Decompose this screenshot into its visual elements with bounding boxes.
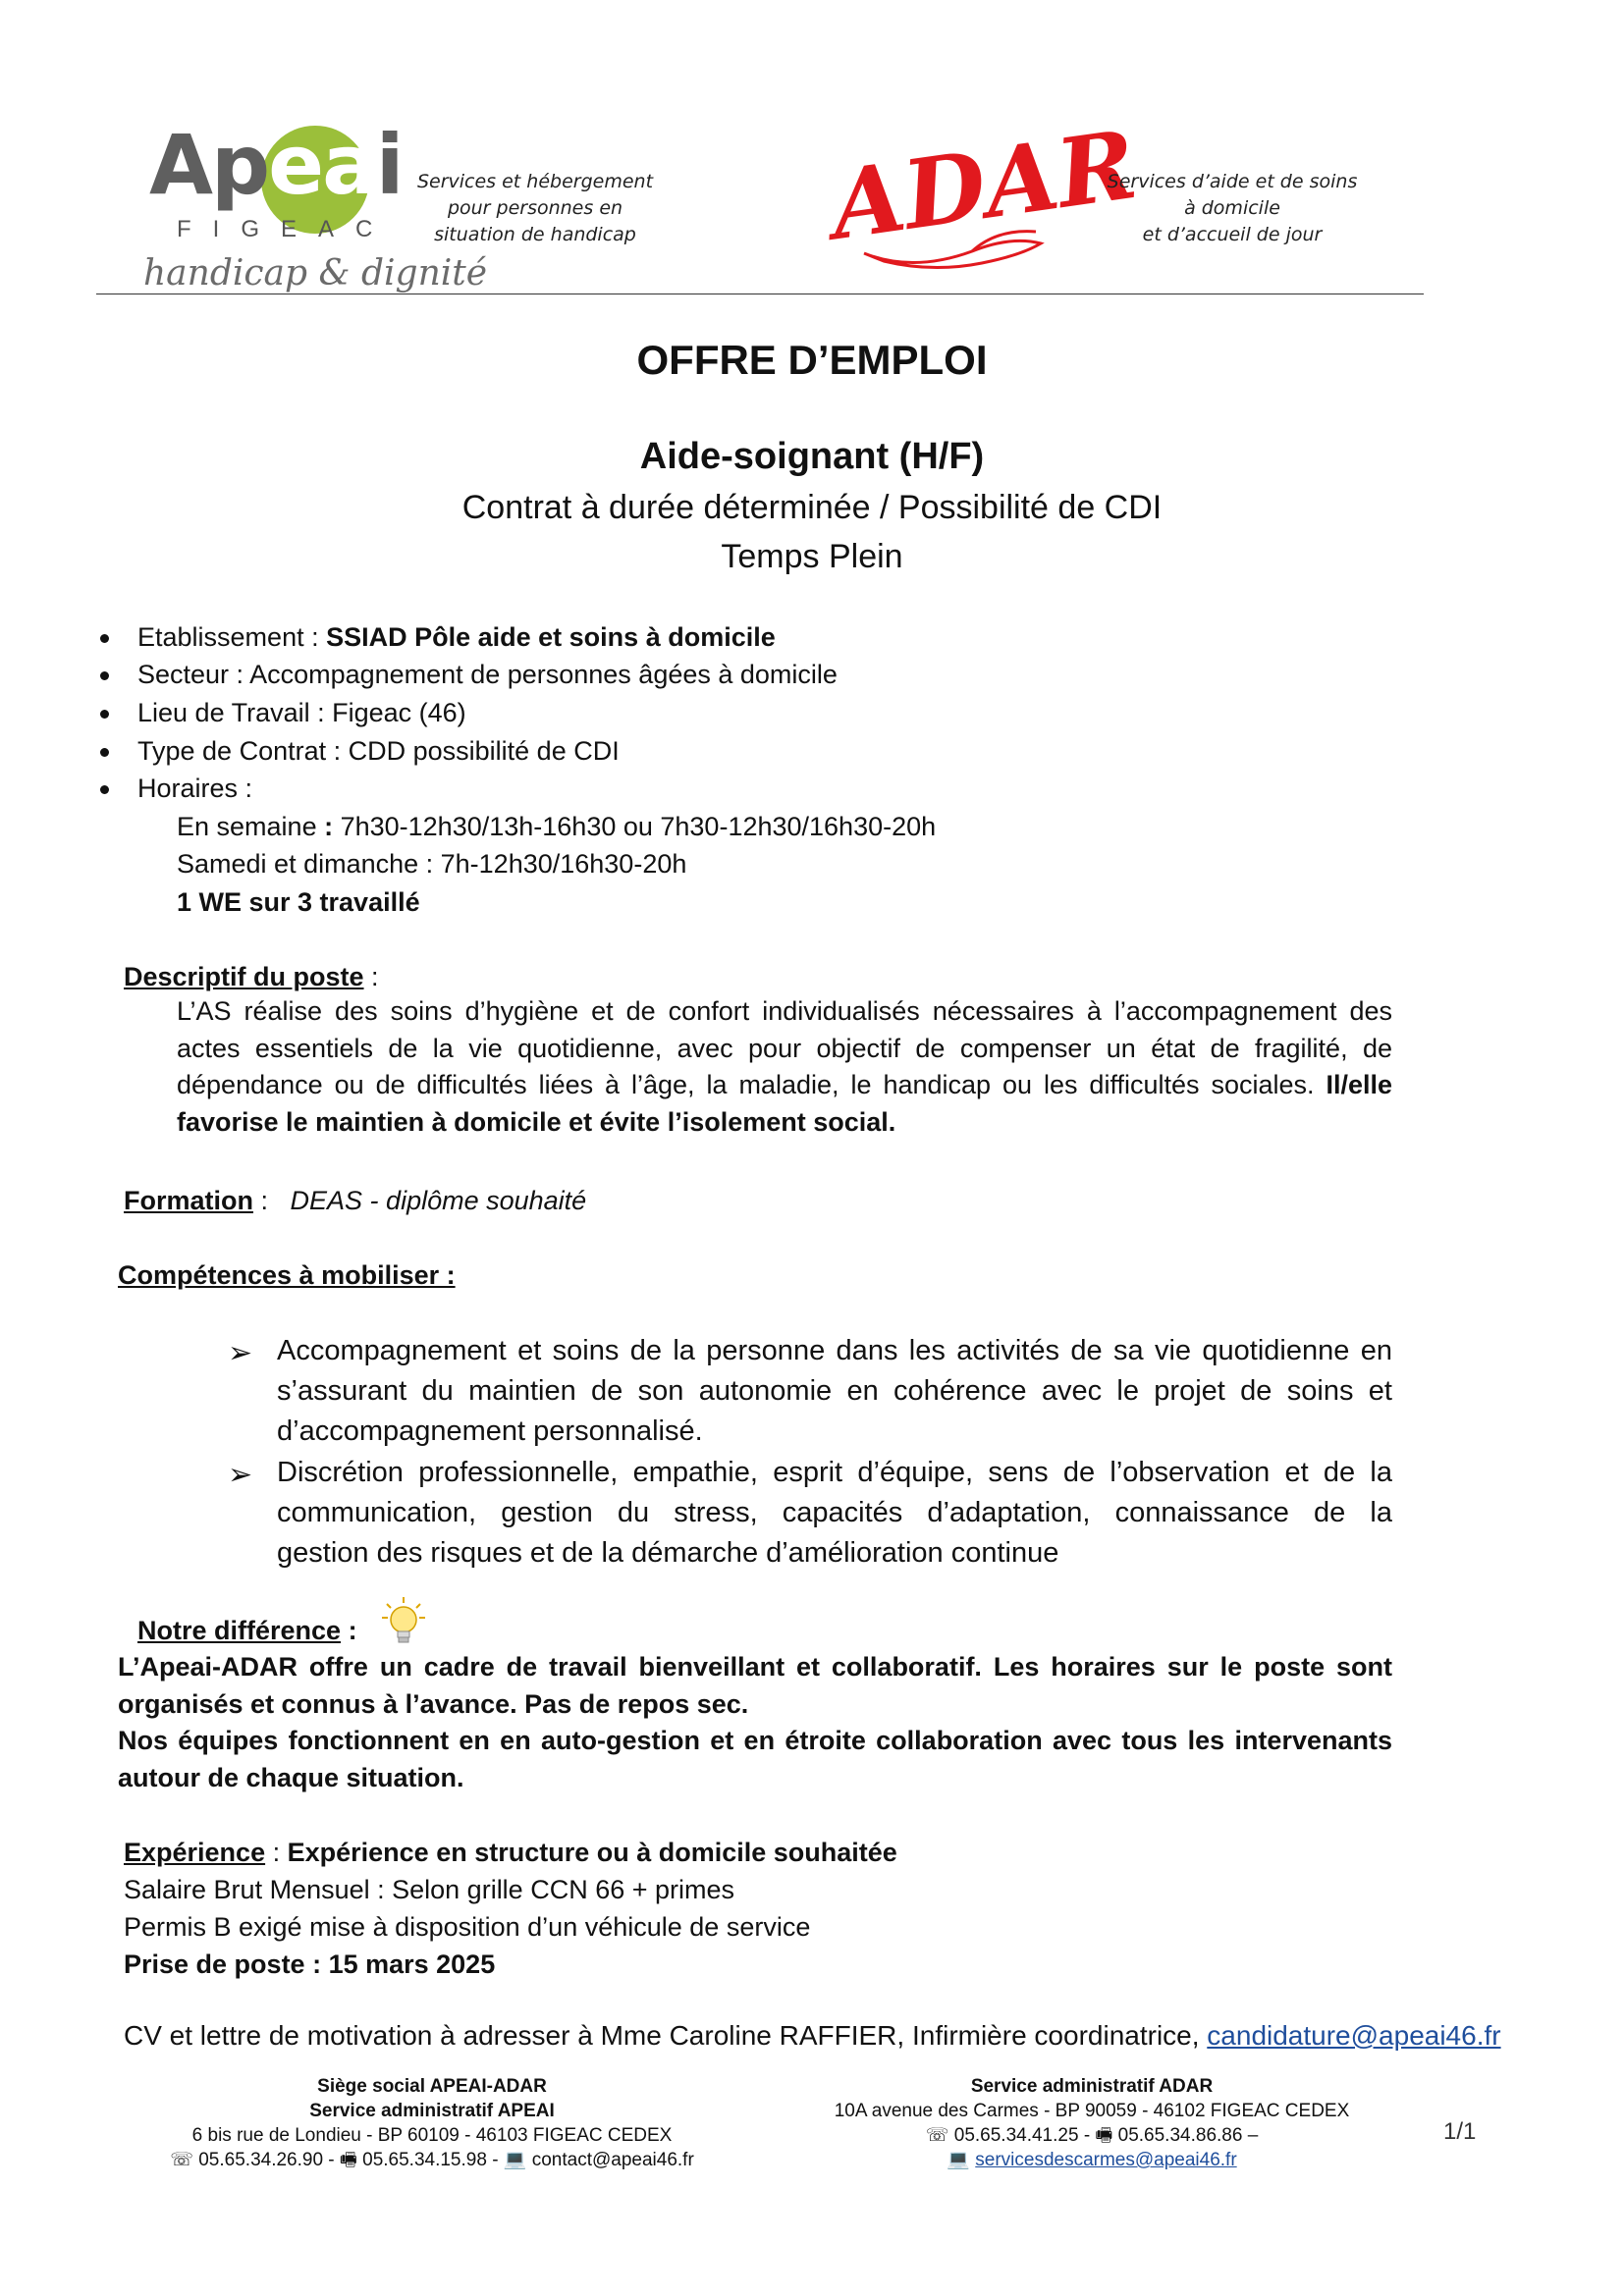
horaires-we-worked: 1 WE sur 3 travaillé bbox=[177, 887, 420, 917]
apeai-services-text: Services et hébergement pour personnes en situation de handicap bbox=[416, 171, 654, 245]
bullet-dot bbox=[100, 671, 109, 680]
bullet-dot bbox=[100, 634, 109, 643]
competence-item: Accompagnement et soins de la personne dans les activités de sa vie quotidienne en s’assurant du maintien de son autonomie en cohérence avec le projet de soins et d’accompagnement personnalisé. bbox=[277, 1335, 1392, 1447]
arrow-bullet-icon: ➢ bbox=[228, 1337, 253, 1369]
competences-heading: Compétences à mobiliser : bbox=[118, 1260, 456, 1290]
apeai-logo-word: Apeai bbox=[149, 117, 403, 213]
descriptif-text: L’AS réalise des soins d’hygiène et de confort individualisés nécessaires à l’accompagnement des actes essentiels de la vie quotidienne, avec pour objectif de compenser un état de fragilité, de dépendance ou de difficultés liées à l’âge, la maladie, le handicap ou les difficultés sociales. Il/elle favorise le maintien à domicile et évite l’isolement social. bbox=[177, 996, 1392, 1137]
contract-line: Contrat à durée déterminée / Possibilité de CDI bbox=[461, 489, 1163, 526]
bullet-dot bbox=[100, 710, 109, 719]
difference-heading: Notre différence : bbox=[137, 1616, 357, 1645]
arrow-bullet-icon: ➢ bbox=[228, 1459, 253, 1491]
detail-lieu: Lieu de Travail : Figeac (46) bbox=[137, 698, 466, 727]
job-title: Aide-soignant (H/F) bbox=[639, 436, 985, 477]
bullet-dot bbox=[100, 748, 109, 757]
servicesdescarmes-email-link[interactable]: servicesdescarmes@apeai46.fr bbox=[975, 2150, 1237, 2170]
page-number: 1/1 bbox=[1443, 2118, 1477, 2145]
apeai-logo bbox=[137, 117, 488, 294]
adar-logo bbox=[824, 108, 1144, 273]
detail-secteur: Secteur : Accompagnement de personnes âgées à domicile bbox=[137, 660, 838, 689]
detail-horaires: Horaires : bbox=[137, 774, 253, 803]
prise-de-poste-line: Prise de poste : 15 mars 2025 bbox=[124, 1949, 496, 1979]
adar-logo-graphic bbox=[824, 108, 1144, 273]
page-title: OFFRE D’EMPLOI bbox=[636, 337, 988, 383]
footer-adar: Service administratif ADAR 10A avenue des Carmes - BP 90059 - 46102 FIGEAC CEDEX ☏ 05.65.34.41.25 - 🖷 05.65.34.86.86 – 💻 servicesdescarmes@apeai46.fr bbox=[834, 2076, 1350, 2170]
footer-apeai: Siège social APEAI-ADAR Service administratif APEAI 6 bis rue de Londieu - BP 60109 - 46103 FIGEAC CEDEX ☏ 05.65.34.26.90 - 🖷 05.65.34.15.98 - 💻 contact@apeai46.fr bbox=[170, 2076, 694, 2170]
horaires-weekend: Samedi et dimanche : 7h-12h30/16h30-20h bbox=[177, 849, 687, 879]
cv-line: CV et lettre de motivation à adresser à Mme Caroline RAFFIER, Infirmière coordinatrice, candidature@apeai46.fr bbox=[124, 2020, 1501, 2051]
horaires-semaine: En semaine : 7h30-12h30/13h-16h30 ou 7h30-12h30/16h30-20h bbox=[177, 812, 937, 841]
detail-type: Type de Contrat : CDD possibilité de CDI bbox=[137, 736, 620, 766]
salaire-line: Salaire Brut Mensuel : Selon grille CCN 66 + primes bbox=[124, 1875, 735, 1904]
descriptif-heading: Descriptif du poste : bbox=[124, 962, 379, 991]
detail-etablissement: Etablissement : SSIAD Pôle aide et soins à domicile bbox=[137, 622, 776, 652]
permis-line: Permis B exigé mise à disposition d’un véhicule de service bbox=[124, 1912, 811, 1942]
apeai-logo-tagline: handicap & dignité bbox=[143, 253, 488, 294]
adar-services-text: Services d’aide et de soins à domicile et d’accueil de jour bbox=[1107, 171, 1358, 245]
competence-item: Discrétion professionnelle, empathie, esprit d’équipe, sens de l’observation et de la communication, gestion du stress, capacités d’adaptation, connaissance de la gestion des risques et de la démarche d’amélioration continue bbox=[277, 1457, 1392, 1569]
experience-line: Expérience : Expérience en structure ou à domicile souhaitée bbox=[124, 1838, 897, 1867]
formation-line: Formation : DEAS - diplôme souhaité bbox=[124, 1186, 587, 1215]
lightbulb-icon bbox=[381, 1596, 426, 1649]
time-line: Temps Plein bbox=[721, 538, 903, 575]
candidature-email-link[interactable]: candidature@apeai46.fr bbox=[1207, 2020, 1501, 2051]
adar-logo-word: ADAR bbox=[824, 108, 1144, 262]
computer-icon: 💻 bbox=[947, 2150, 976, 2170]
bullet-dot bbox=[100, 785, 109, 794]
difference-text: L’Apeai-ADAR offre un cadre de travail bienveillant et collaboratif. Les horaires sur le poste sont organisés et connus à l’avance. Pas de repos sec. Nos équipes fonctionnent en en auto-gestion et en étroite collaboration avec tous les intervenants autour de chaque situation. bbox=[118, 1652, 1392, 1792]
apeai-logo-city: FIGEAC bbox=[177, 216, 395, 242]
